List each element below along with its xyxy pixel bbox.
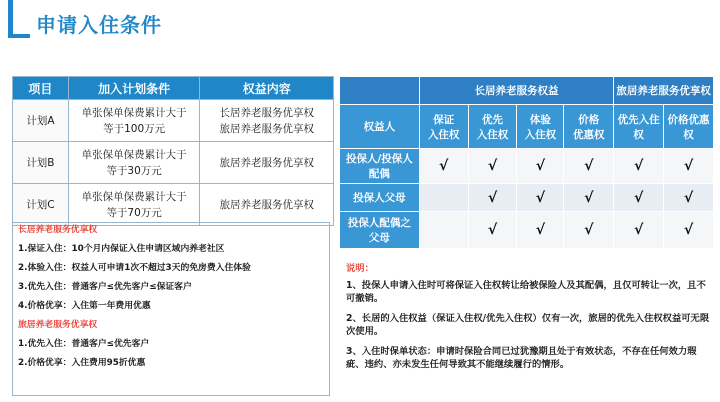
explanation-notes [346, 262, 712, 378]
rights-cell [200, 100, 334, 142]
column-header-item: 项目 [13, 77, 69, 100]
column-header-line-2: 权 [683, 128, 694, 141]
group-header-travel-stay: 旅居养老服务优享权 [614, 77, 714, 105]
table-row [340, 149, 714, 184]
condition-line-1: 单张保单保费累计大于 [81, 148, 187, 161]
group-header-row [340, 77, 714, 105]
column-header-line-2: 入住权 [476, 128, 509, 141]
beneficiary-line-2: 配偶 [368, 168, 390, 180]
note-item: 1.保证入住：10个月内保证入住申请区域内养老社区 [18, 244, 225, 254]
rights-cell: 旅居养老服务优享权 [200, 142, 334, 184]
column-header-line-1: 体验 [529, 113, 551, 126]
table-row [13, 142, 334, 184]
note-paragraph: 1、投保人申请入住时可将保证入住权转让给被保险人及其配偶，且仅可转让一次，且不可撤销。 [346, 279, 706, 304]
check-mark: √ [564, 149, 614, 184]
condition-line-1: 单张保单保费累计大于 [81, 190, 187, 203]
condition-line-2: 等于70万元 [106, 206, 162, 219]
group-header-long-stay: 长居养老服务权益 [419, 77, 613, 105]
check-mark: √ [664, 212, 714, 249]
beneficiary-cell [340, 212, 420, 249]
check-mark: √ [468, 212, 517, 249]
column-header [419, 105, 468, 149]
condition-cell [68, 142, 200, 184]
note-paragraph: 2、长居的入住权益（保证入住权/优先入住权）仅有一次，旅居的优先入住权权益可无限次使用。 [346, 312, 710, 337]
condition-line-2: 等于30万元 [106, 164, 162, 177]
condition-line-1: 单张保单保费累计大于 [81, 106, 187, 119]
rights-line-1: 长居养老服务优享权 [219, 106, 314, 119]
section-title-travel-stay: 旅居养老服务优享权 [18, 320, 98, 330]
check-mark: √ [664, 149, 714, 184]
column-header-line-2: 入住权 [427, 128, 460, 141]
header-accent-underline [8, 34, 30, 38]
column-header [564, 105, 614, 149]
column-header [468, 105, 517, 149]
column-header [517, 105, 564, 149]
check-mark: √ [517, 212, 564, 249]
check-mark: √ [517, 184, 564, 212]
plan-cell: 计划C [13, 184, 69, 226]
note-item: 4.价格优享：入住第一年费用优惠 [18, 301, 151, 311]
table-row [13, 100, 334, 142]
note-item: 2.价格优享：入住费用95折优惠 [18, 358, 146, 368]
check-mark: √ [564, 212, 614, 249]
check-mark: √ [614, 212, 664, 249]
column-header-line-2: 入住权 [524, 128, 557, 141]
condition-cell [68, 184, 200, 226]
table-header-row [13, 77, 334, 100]
column-header-line-1: 优先 [482, 113, 504, 126]
check-mark: √ [614, 149, 664, 184]
column-header-line-1: 优先入住 [617, 113, 660, 126]
notes-label: 说明： [346, 263, 374, 274]
column-header-row [340, 105, 714, 149]
note-item: 3.优先入住：普通客户≤优先客户≤保证客户 [18, 282, 192, 292]
column-header-line-1: 保证 [433, 113, 455, 126]
rights-cell: 旅居养老服务优享权 [200, 184, 334, 226]
beneficiary-rights-table [339, 76, 714, 249]
beneficiary-cell [340, 149, 420, 184]
plan-conditions-table [12, 76, 334, 226]
table-row [13, 184, 334, 226]
check-mark: √ [517, 149, 564, 184]
table-row [340, 212, 714, 249]
condition-line-2: 等于100万元 [103, 122, 166, 135]
plan-cell: 计划B [13, 142, 69, 184]
note-paragraph: 3、入住时保单状态：申请时保险合同已过犹豫期且处于有效状态，不存在任何效力瑕疵、违约、亦未发生任何导致其不能继续履行的情形。 [346, 345, 697, 370]
column-header-line-2: 优惠权 [573, 128, 605, 141]
column-header-line-1: 价格 [578, 113, 600, 126]
rights-line-2: 旅居养老服务优享权 [219, 122, 314, 135]
check-mark: √ [468, 184, 517, 212]
page-title: 申请入住条件 [36, 13, 162, 37]
check-mark: √ [564, 184, 614, 212]
check-mark: √ [614, 184, 664, 212]
column-header [664, 105, 714, 149]
benefits-notes-box [12, 222, 330, 396]
check-mark: √ [664, 184, 714, 212]
condition-cell [68, 100, 200, 142]
note-item: 1.优先入住：普通客户≤优先客户 [18, 339, 150, 349]
section-title-long-stay: 长居养老服务优享权 [18, 225, 98, 235]
header-accent-bar [8, 0, 13, 38]
column-header-line-1: 价格优惠 [667, 113, 710, 126]
check-mark: √ [468, 149, 517, 184]
table-row [340, 184, 714, 212]
beneficiary-line-1: 投保人/投保人 [345, 153, 413, 165]
column-header-condition: 加入计划条件 [68, 77, 200, 100]
beneficiary-line-1: 投保人配偶之 [347, 217, 411, 229]
note-item: 2.体验入住：权益人可申请1次不超过3天的免房费入住体验 [18, 263, 251, 273]
column-header [614, 105, 664, 149]
plan-cell: 计划A [13, 100, 69, 142]
column-header-rights: 权益内容 [200, 77, 334, 100]
column-header-line-2: 权 [633, 128, 644, 141]
beneficiary-line-2: 父母 [368, 232, 390, 244]
row-header-beneficiary: 权益人 [340, 105, 420, 149]
beneficiary-cell: 投保人父母 [340, 184, 420, 212]
check-mark: √ [419, 149, 468, 184]
